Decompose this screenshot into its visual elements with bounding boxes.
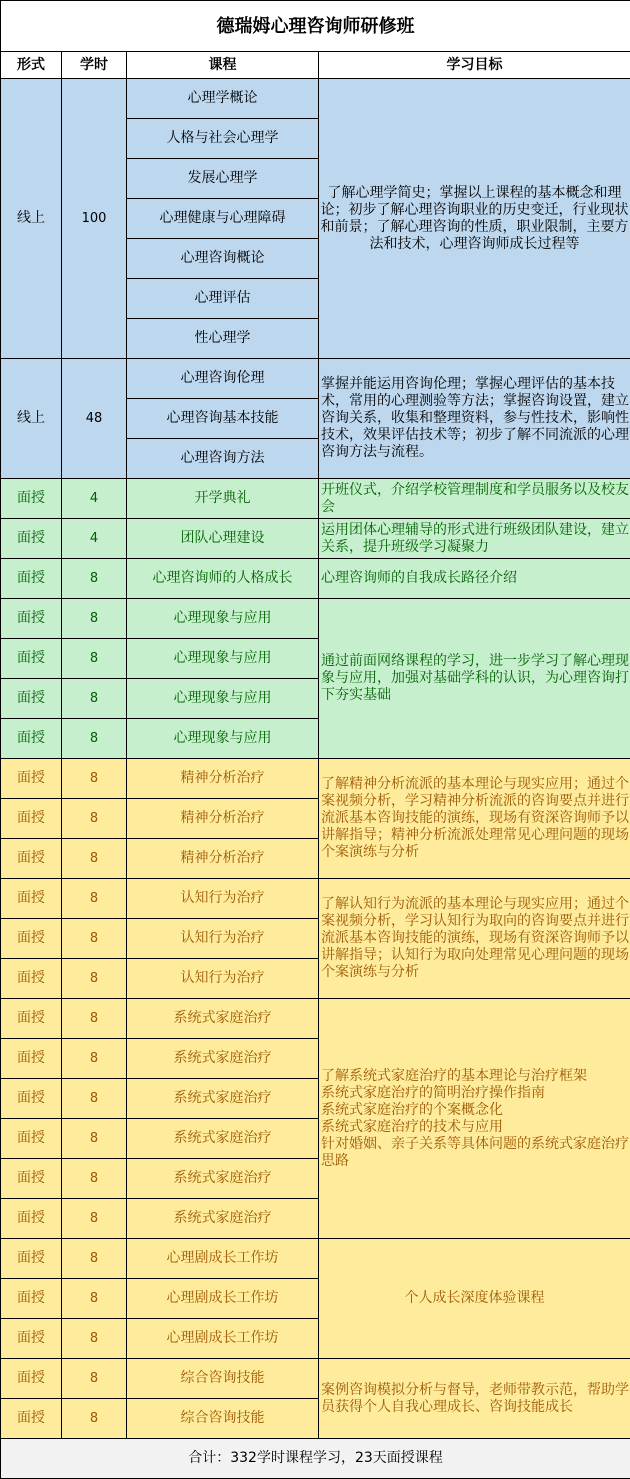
course-cell: 认知行为治疗 [127,879,319,919]
course-cell: 系统式家庭治疗 [127,1119,319,1159]
course-cell: 系统式家庭治疗 [127,1159,319,1199]
course-cell: 心理健康与心理障碍 [127,199,319,239]
form-cell: 面授 [1,639,62,679]
hours-cell: 8 [62,759,127,799]
course-cell: 心理现象与应用 [127,599,319,639]
hours-cell: 8 [62,1279,127,1319]
goal-cell: 了解认知行为流派的基本理论与现实应用；通过个案视频分析，学习认知行为取向的咨询要点并进行流派基本咨询技能的演练，现场有资深咨询师予以讲解指导；认知行为取向处理常见心理问题的现场个案演练与分析 [319,879,630,999]
form-cell: 面授 [1,839,62,879]
hours-cell: 8 [62,1119,127,1159]
course-cell: 精神分析治疗 [127,759,319,799]
hours-cell: 8 [62,599,127,639]
form-cell: 面授 [1,1359,62,1399]
course-cell: 系统式家庭治疗 [127,1199,319,1239]
course-cell: 团队心理建设 [127,519,319,559]
table-row [1,759,630,799]
hours-cell: 8 [62,959,127,999]
form-cell: 面授 [1,599,62,639]
form-cell: 面授 [1,1319,62,1359]
form-cell: 面授 [1,1279,62,1319]
course-cell: 心理评估 [127,279,319,319]
hours-cell: 8 [62,839,127,879]
total-summary: 合计：332学时课程学习，23天面授课程 [1,1439,630,1479]
form-cell: 面授 [1,1399,62,1439]
goal-cell: 运用团体心理辅导的形式进行班级团队建设，建立关系，提升班级学习凝聚力 [319,519,630,559]
form-cell: 面授 [1,1199,62,1239]
form-cell: 面授 [1,559,62,599]
table-row [1,79,630,119]
form-cell: 面授 [1,919,62,959]
course-cell: 人格与社会心理学 [127,119,319,159]
goal-line: 系统式家庭治疗的技术与应用 [321,1118,503,1135]
goal-line: 了解系统式家庭治疗的基本理论与治疗框架 [321,1067,587,1084]
goal-cell: 心理咨询师的自我成长路径介绍 [319,559,630,599]
table-row [1,479,630,519]
table-row [1,1239,630,1279]
footer-row [1,1439,630,1479]
course-cell: 心理剧成长工作坊 [127,1319,319,1359]
form-cell: 面授 [1,479,62,519]
course-cell: 心理现象与应用 [127,679,319,719]
hours-cell: 8 [62,719,127,759]
course-cell: 精神分析治疗 [127,799,319,839]
course-cell: 心理咨询师的人格成长 [127,559,319,599]
header-hours: 学时 [62,52,127,79]
goal-line: 系统式家庭治疗的个案概念化 [321,1101,503,1118]
course-cell: 开学典礼 [127,479,319,519]
hours-cell: 8 [62,1239,127,1279]
course-cell: 心理现象与应用 [127,719,319,759]
goal-line: 系统式家庭治疗的简明治疗操作指南 [321,1084,545,1101]
hours-cell: 8 [62,999,127,1039]
header-goal: 学习目标 [319,52,630,79]
table-title: 德瑞姆心理咨询师研修班 [1,1,630,52]
form-cell: 面授 [1,1239,62,1279]
hours-cell: 4 [62,519,127,559]
hours-cell: 8 [62,1359,127,1399]
hours-cell: 8 [62,1199,127,1239]
hours-cell: 4 [62,479,127,519]
course-cell: 心理剧成长工作坊 [127,1239,319,1279]
hours-cell: 8 [62,639,127,679]
form-cell: 面授 [1,679,62,719]
hours-cell: 8 [62,799,127,839]
hours-cell: 8 [62,879,127,919]
course-cell: 认知行为治疗 [127,959,319,999]
goal-line: 针对婚姻、亲子关系等具体问题的系统式家庭治疗思路 [321,1135,629,1169]
course-cell: 心理咨询概论 [127,239,319,279]
hours-cell: 8 [62,559,127,599]
course-cell: 综合咨询技能 [127,1399,319,1439]
course-cell: 认知行为治疗 [127,919,319,959]
table-row [1,559,630,599]
table-row [1,359,630,399]
header-course: 课程 [127,52,319,79]
form-cell: 面授 [1,719,62,759]
hours-cell: 8 [62,1399,127,1439]
goal-cell: 个人成长深度体验课程 [319,1239,630,1359]
course-cell: 发展心理学 [127,159,319,199]
form-cell: 面授 [1,999,62,1039]
goal-cell: 案例咨询模拟分析与督导，老师带教示范，帮助学员获得个人自我心理成长、咨询技能成长 [319,1359,630,1439]
course-cell: 系统式家庭治疗 [127,1079,319,1119]
form-cell: 面授 [1,879,62,919]
form-cell: 面授 [1,1079,62,1119]
hours-cell: 8 [62,919,127,959]
hours-cell: 8 [62,1079,127,1119]
course-cell: 性心理学 [127,319,319,359]
hours-cell: 8 [62,1319,127,1359]
course-cell: 精神分析治疗 [127,839,319,879]
form-cell: 面授 [1,959,62,999]
course-cell: 心理剧成长工作坊 [127,1279,319,1319]
header-form: 形式 [1,52,62,79]
table-row [1,879,630,919]
form-cell: 面授 [1,519,62,559]
course-cell: 综合咨询技能 [127,1359,319,1399]
form-cell: 面授 [1,1119,62,1159]
form-cell: 面授 [1,759,62,799]
form-cell: 面授 [1,1039,62,1079]
goal-cell: 掌握并能运用咨询伦理；掌握心理评估的基本技术，常用的心理测验等方法；掌握咨询设置，建立咨询关系，收集和整理资料，参与性技术，影响性技术，效果评估技术等；初步了解不同流派的心理咨询方法与流程。 [319,359,630,479]
hours-cell: 48 [62,359,127,479]
course-cell: 系统式家庭治疗 [127,1039,319,1079]
hours-cell: 8 [62,1159,127,1199]
table-row [1,519,630,559]
form-cell: 线上 [1,79,62,359]
form-cell: 线上 [1,359,62,479]
goal-cell: 开班仪式，介绍学校管理制度和学员服务以及校友会 [319,479,630,519]
goal-cell: 了解精神分析流派的基本理论与现实应用；通过个案视频分析，学习精神分析流派的咨询要点并进行流派基本咨询技能的演练，现场有资深咨询师予以讲解指导；精神分析流派处理常见心理问题的现场个案演练与分析 [319,759,630,879]
course-cell: 心理咨询伦理 [127,359,319,399]
course-cell: 心理现象与应用 [127,639,319,679]
table-row [1,999,630,1039]
course-cell: 心理咨询基本技能 [127,399,319,439]
course-cell: 心理咨询方法 [127,439,319,479]
form-cell: 面授 [1,1159,62,1199]
goal-cell [319,999,630,1239]
table-row [1,599,630,639]
hours-cell: 8 [62,1039,127,1079]
course-cell: 心理学概论 [127,79,319,119]
course-cell: 系统式家庭治疗 [127,999,319,1039]
goal-cell: 了解心理学简史；掌握以上课程的基本概念和理论；初步了解心理咨询职业的历史变迁，行业现状和前景；了解心理咨询的性质，职业限制，主要方法和技术，心理咨询师成长过程等 [319,79,630,359]
table-row [1,1359,630,1399]
goal-cell: 通过前面网络课程的学习，进一步学习了解心理现象与应用，加强对基础学科的认识，为心理咨询打下夯实基础 [319,599,630,759]
hours-cell: 8 [62,679,127,719]
hours-cell: 100 [62,79,127,359]
form-cell: 面授 [1,799,62,839]
